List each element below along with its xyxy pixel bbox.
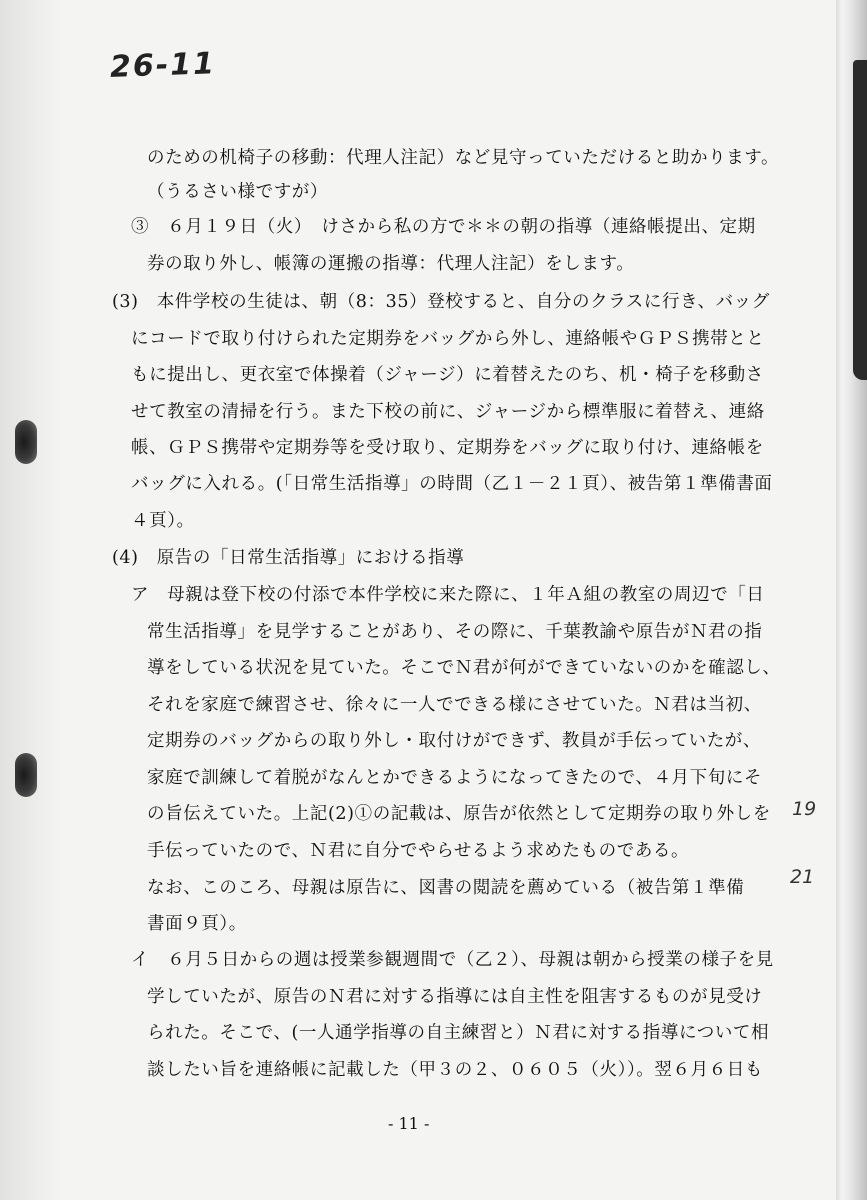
text-line: 家庭で訓練して着脱がなんとかできるようになってきたので、４月下旬にそ [147,768,763,788]
text-line: ③ ６月１９日（火） けさから私の方で＊＊の朝の指導（連絡帳提出、定期 [131,217,756,237]
text-line: 手伝っていたので、Ｎ君に自分でやらせるよう求めたものである。 [147,841,690,861]
section-heading: (4) 原告の「日常生活指導」における指導 [112,548,465,568]
punch-hole-icon [15,420,37,464]
text-line: にコードで取り付けられた定期券をバッグから外し、連絡帳やＧＰＳ携帯とと [131,329,765,349]
handwritten-margin-note: 19 [792,798,817,820]
text-line: もに提出し、更衣室で体操着（ジャージ）に着替えたのち、机・椅子を移動さ [131,365,764,385]
binding-shadow [0,0,60,1200]
text-line: 常生活指導」を見学することがあり、その際に、千葉教諭や原告がＮ君の指 [147,622,763,642]
text-line: (3) 本件学校の生徒は、朝（8：35）登校すると、自分のクラスに行き、バッグ [112,292,770,312]
page-number: - 11 - [388,1114,430,1133]
handwritten-page-ref: 26-11 [109,46,217,85]
text-line: バッグに入れる。(「日常生活指導」の時間（乙１－２１頁）、被告第１準備書面 [131,474,773,494]
text-line: 書面９頁）。 [147,914,247,934]
text-line: 学していたが、原告のＮ君に対する指導には自主性を阻害するものが見受け [147,987,763,1007]
text-line: 導をしている状況を見ていた。そこでＮ君が何ができていないのかを確認し、 [147,658,781,678]
text-line: 帳、ＧＰＳ携帯や定期券等を受け取り、定期券をバッグに取り付け、連絡帳を [131,438,764,458]
punch-hole-icon [15,753,37,797]
text-line: のための机椅子の移動：代理人注記）など見守っていただけると助かります。 [147,148,780,168]
text-line: られた。そこで、(一人通学指導の自主練習と）Ｎ君に対する指導について相 [147,1023,770,1043]
text-line: それを家庭で練習させ、徐々に一人でできる様にさせていた。Ｎ君は当初、 [147,695,762,715]
text-line: 談したい旨を連絡帳に記載した（甲３の２、０６０５（火））。翌６月６日も [147,1060,763,1080]
text-line: せて教室の清掃を行う。また下校の前に、ジャージから標準服に着替え、連絡 [131,402,765,422]
text-line: の旨伝えていた。上記(2)①の記載は、原告が依然として定期券の取り外しを [147,804,771,824]
text-line: イ ６月５日からの週は授業参観週間で（乙２）、母親は朝から授業の様子を見 [131,950,774,970]
text-line: 券の取り外し、帳簿の運搬の指導：代理人注記）をします。 [147,254,635,274]
text-line: なお、このころ、母親は原告に、図書の閲読を薦めている（被告第１準備 [147,878,745,898]
text-line: （うるさい様ですが） [147,182,328,202]
handwritten-margin-note: 21 [790,866,815,888]
text-line: ４頁）。 [131,511,195,531]
text-line: ア 母親は登下校の付添で本件学校に来た際に、１年Ａ組の教室の周辺で「日 [131,585,765,605]
text-line: 定期券のバッグからの取り外し・取付けができず、教員が手伝っていたが、 [147,731,761,751]
scan-artifact [853,60,867,380]
